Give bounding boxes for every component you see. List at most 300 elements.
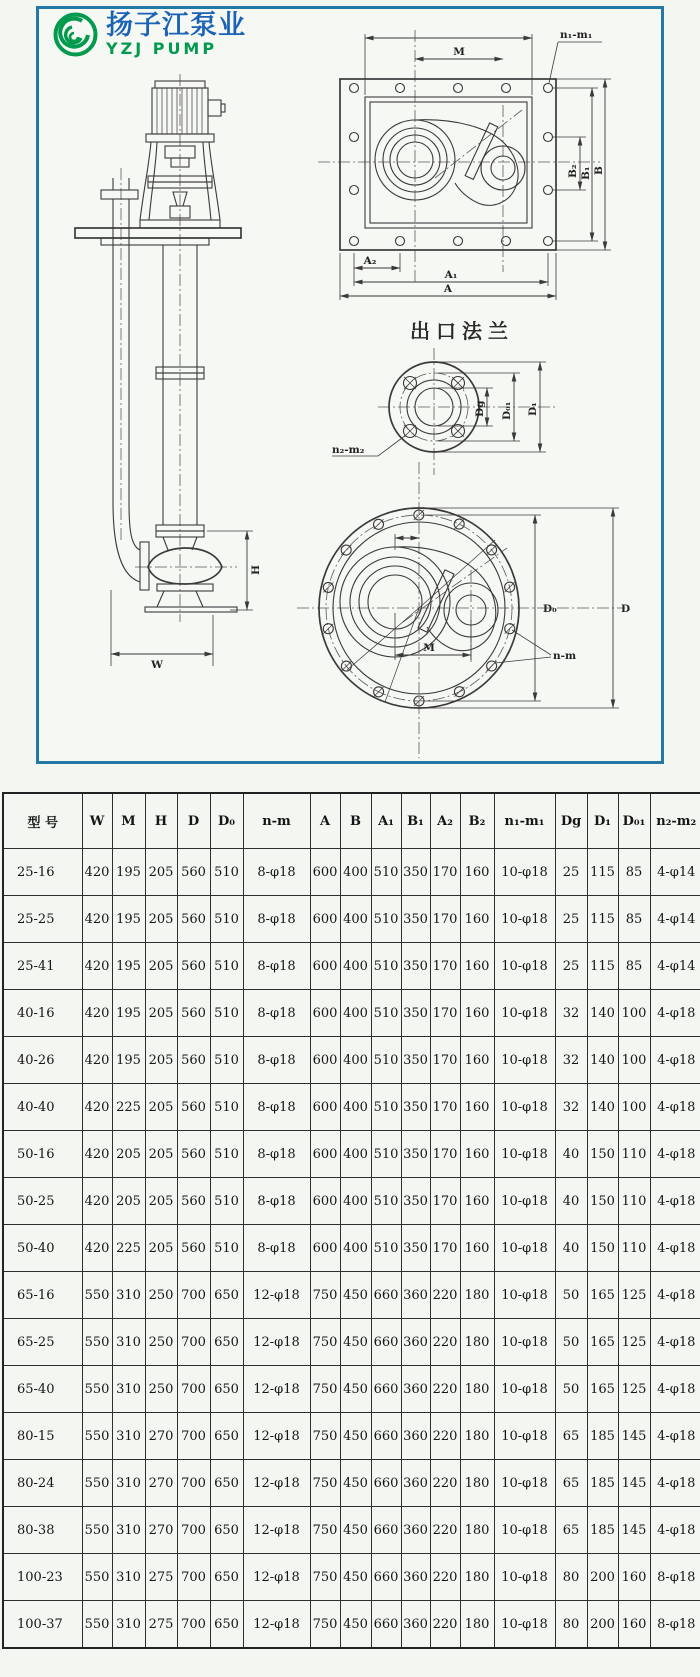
table-cell: 350 <box>401 943 430 990</box>
table-cell: 10-φ18 <box>494 1037 555 1084</box>
table-cell: 600 <box>310 896 340 943</box>
table-row <box>3 1225 700 1272</box>
table-cell: 205 <box>145 1084 177 1131</box>
table-cell: 185 <box>587 1507 618 1554</box>
outlet-flange-title: 出口法兰 <box>410 319 514 343</box>
table-cell: 12-φ18 <box>243 1601 310 1649</box>
table-cell: 450 <box>340 1319 371 1366</box>
table-row <box>3 1272 700 1319</box>
table-cell: 10-φ18 <box>494 943 555 990</box>
model-cell: 40-16 <box>3 990 82 1037</box>
table-cell: 12-φ18 <box>243 1554 310 1601</box>
column-header: D₀₁ <box>618 793 650 849</box>
table-cell: 4-φ18 <box>650 1084 700 1131</box>
table-cell: 420 <box>82 1131 112 1178</box>
table-cell: 100 <box>618 1084 650 1131</box>
company-logo <box>52 11 246 58</box>
dimension-label-m: M <box>453 46 465 58</box>
table-cell: 12-φ18 <box>243 1507 310 1554</box>
table-cell: 225 <box>112 1084 145 1131</box>
table-cell: 420 <box>82 990 112 1037</box>
table-cell: 400 <box>340 1178 371 1225</box>
table-cell: 600 <box>310 1037 340 1084</box>
table-cell: 400 <box>340 1084 371 1131</box>
table-cell: 160 <box>618 1601 650 1649</box>
table-cell: 510 <box>371 1131 401 1178</box>
table-cell: 360 <box>401 1413 430 1460</box>
table-cell: 4-φ18 <box>650 1366 700 1413</box>
table-cell: 4-φ18 <box>650 990 700 1037</box>
table-cell: 8-φ18 <box>243 849 310 896</box>
dimension-label-dg: Dg <box>474 400 486 417</box>
table-cell: 10-φ18 <box>494 1413 555 1460</box>
table-cell: 170 <box>430 1084 460 1131</box>
table-cell: 510 <box>210 896 243 943</box>
column-header: Dg <box>555 793 587 849</box>
table-cell: 510 <box>371 849 401 896</box>
model-cell: 80-24 <box>3 1460 82 1507</box>
table-cell: 4-φ18 <box>650 1319 700 1366</box>
dimension-label-nm: n-m <box>553 650 577 662</box>
table-cell: 400 <box>340 1225 371 1272</box>
table-cell: 700 <box>177 1601 210 1649</box>
table-cell: 310 <box>112 1319 145 1366</box>
table-cell: 115 <box>587 849 618 896</box>
model-cell: 50-40 <box>3 1225 82 1272</box>
table-cell: 40 <box>555 1178 587 1225</box>
table-cell: 600 <box>310 1084 340 1131</box>
table-cell: 220 <box>430 1366 460 1413</box>
table-cell: 420 <box>82 1225 112 1272</box>
dimension-label-a2: A₂ <box>363 255 377 267</box>
table-cell: 650 <box>210 1366 243 1413</box>
table-cell: 510 <box>210 1084 243 1131</box>
table-cell: 450 <box>340 1366 371 1413</box>
table-cell: 180 <box>460 1507 494 1554</box>
table-cell: 510 <box>371 896 401 943</box>
table-cell: 125 <box>618 1319 650 1366</box>
table-cell: 10-φ18 <box>494 990 555 1037</box>
table-cell: 700 <box>177 1554 210 1601</box>
table-cell: 195 <box>112 896 145 943</box>
table-cell: 40 <box>555 1225 587 1272</box>
table-cell: 660 <box>371 1272 401 1319</box>
table-cell: 170 <box>430 1037 460 1084</box>
dimension-label-b2: B₂ <box>567 164 579 178</box>
table-cell: 510 <box>371 943 401 990</box>
table-cell: 10-φ18 <box>494 1366 555 1413</box>
table-row <box>3 1366 700 1413</box>
table-cell: 8-φ18 <box>650 1601 700 1649</box>
table-cell: 650 <box>210 1319 243 1366</box>
table-cell: 4-φ14 <box>650 943 700 990</box>
table-cell: 4-φ18 <box>650 1225 700 1272</box>
table-cell: 50 <box>555 1366 587 1413</box>
table-cell: 310 <box>112 1366 145 1413</box>
circular-plate-top-drawing <box>285 450 700 770</box>
model-cell: 65-25 <box>3 1319 82 1366</box>
table-cell: 400 <box>340 943 371 990</box>
table-cell: 185 <box>587 1460 618 1507</box>
table-cell: 110 <box>618 1178 650 1225</box>
model-cell: 40-26 <box>3 1037 82 1084</box>
table-cell: 150 <box>587 1225 618 1272</box>
table-cell: 420 <box>82 1037 112 1084</box>
dimension-label-n2m2: n₂-m₂ <box>332 444 365 456</box>
table-cell: 145 <box>618 1507 650 1554</box>
table-row <box>3 1601 700 1649</box>
table-cell: 165 <box>587 1319 618 1366</box>
column-header: A₂ <box>430 793 460 849</box>
brand-name-en: YZJ PUMP <box>106 39 218 58</box>
table-cell: 270 <box>145 1413 177 1460</box>
table-cell: 750 <box>310 1413 340 1460</box>
table-cell: 32 <box>555 1037 587 1084</box>
table-cell: 4-φ18 <box>650 1131 700 1178</box>
table-cell: 700 <box>177 1319 210 1366</box>
table-cell: 750 <box>310 1272 340 1319</box>
table-cell: 350 <box>401 990 430 1037</box>
table-cell: 195 <box>112 1037 145 1084</box>
table-row <box>3 849 700 896</box>
table-cell: 600 <box>310 849 340 896</box>
table-cell: 450 <box>340 1601 371 1649</box>
table-cell: 10-φ18 <box>494 1131 555 1178</box>
table-cell: 165 <box>587 1272 618 1319</box>
table-cell: 220 <box>430 1272 460 1319</box>
table-cell: 560 <box>177 990 210 1037</box>
table-cell: 250 <box>145 1319 177 1366</box>
table-cell: 550 <box>82 1507 112 1554</box>
table-cell: 10-φ18 <box>494 1507 555 1554</box>
column-header: A <box>310 793 340 849</box>
table-cell: 100 <box>618 990 650 1037</box>
table-cell: 205 <box>145 849 177 896</box>
model-cell: 100-23 <box>3 1554 82 1601</box>
table-cell: 650 <box>210 1554 243 1601</box>
table-cell: 220 <box>430 1460 460 1507</box>
table-cell: 510 <box>371 990 401 1037</box>
table-cell: 40 <box>555 1131 587 1178</box>
table-cell: 700 <box>177 1460 210 1507</box>
table-cell: 600 <box>310 1178 340 1225</box>
dimension-label-m2: M <box>423 642 435 654</box>
column-header: B₁ <box>401 793 430 849</box>
table-cell: 170 <box>430 990 460 1037</box>
table-cell: 160 <box>460 1131 494 1178</box>
table-cell: 700 <box>177 1272 210 1319</box>
table-cell: 750 <box>310 1319 340 1366</box>
table-cell: 205 <box>145 1131 177 1178</box>
table-cell: 420 <box>82 1178 112 1225</box>
dimension-label-a: A <box>443 283 453 295</box>
table-cell: 750 <box>310 1601 340 1649</box>
table-cell: 140 <box>587 990 618 1037</box>
table-cell: 4-φ18 <box>650 1507 700 1554</box>
table-cell: 205 <box>145 1178 177 1225</box>
table-cell: 250 <box>145 1272 177 1319</box>
table-cell: 225 <box>112 1225 145 1272</box>
table-cell: 220 <box>430 1319 460 1366</box>
column-header: W <box>82 793 112 849</box>
table-row <box>3 1413 700 1460</box>
table-cell: 400 <box>340 896 371 943</box>
column-header: M <box>112 793 145 849</box>
table-cell: 310 <box>112 1554 145 1601</box>
table-row <box>3 1131 700 1178</box>
table-cell: 205 <box>112 1131 145 1178</box>
table-cell: 160 <box>460 943 494 990</box>
table-cell: 450 <box>340 1413 371 1460</box>
table-cell: 4-φ18 <box>650 1272 700 1319</box>
base-plate-top-drawing <box>310 10 662 310</box>
table-cell: 510 <box>210 1131 243 1178</box>
table-row <box>3 1460 700 1507</box>
table-cell: 205 <box>145 1225 177 1272</box>
table-cell: 310 <box>112 1413 145 1460</box>
table-cell: 180 <box>460 1413 494 1460</box>
table-cell: 360 <box>401 1554 430 1601</box>
table-cell: 8-φ18 <box>243 896 310 943</box>
table-cell: 125 <box>618 1272 650 1319</box>
table-cell: 160 <box>618 1554 650 1601</box>
table-cell: 145 <box>618 1413 650 1460</box>
table-cell: 80 <box>555 1554 587 1601</box>
table-cell: 400 <box>340 1131 371 1178</box>
column-header: n-m <box>243 793 310 849</box>
table-cell: 25 <box>555 849 587 896</box>
table-row <box>3 943 700 990</box>
table-cell: 350 <box>401 1037 430 1084</box>
table-cell: 560 <box>177 896 210 943</box>
dimension-label-b1: B₁ <box>580 166 592 180</box>
table-cell: 10-φ18 <box>494 1319 555 1366</box>
table-cell: 160 <box>460 990 494 1037</box>
table-cell: 25 <box>555 943 587 990</box>
table-cell: 10-φ18 <box>494 1084 555 1131</box>
table-cell: 25 <box>555 896 587 943</box>
table-cell: 400 <box>340 990 371 1037</box>
table-cell: 400 <box>340 849 371 896</box>
table-cell: 150 <box>587 1178 618 1225</box>
table-cell: 510 <box>210 990 243 1037</box>
table-body <box>3 849 700 1649</box>
table-cell: 170 <box>430 896 460 943</box>
table-cell: 750 <box>310 1460 340 1507</box>
table-cell: 10-φ18 <box>494 1601 555 1649</box>
table-cell: 145 <box>618 1460 650 1507</box>
table-cell: 32 <box>555 990 587 1037</box>
table-cell: 350 <box>401 896 430 943</box>
table-cell: 160 <box>460 1178 494 1225</box>
column-header: n₂-m₂ <box>650 793 700 849</box>
table-cell: 350 <box>401 1178 430 1225</box>
table-cell: 10-φ18 <box>494 1178 555 1225</box>
table-cell: 12-φ18 <box>243 1272 310 1319</box>
table-cell: 8-φ18 <box>243 1084 310 1131</box>
table-cell: 160 <box>460 849 494 896</box>
table-row <box>3 896 700 943</box>
table-cell: 650 <box>210 1413 243 1460</box>
table-cell: 80 <box>555 1601 587 1649</box>
column-header: B₂ <box>460 793 494 849</box>
table-cell: 10-φ18 <box>494 849 555 896</box>
table-cell: 4-φ14 <box>650 849 700 896</box>
table-cell: 310 <box>112 1507 145 1554</box>
table-cell: 560 <box>177 943 210 990</box>
table-cell: 110 <box>618 1131 650 1178</box>
model-cell: 80-15 <box>3 1413 82 1460</box>
table-cell: 660 <box>371 1413 401 1460</box>
model-cell: 25-41 <box>3 943 82 990</box>
model-cell: 65-16 <box>3 1272 82 1319</box>
dimension-label-d1: D₁ <box>527 402 539 416</box>
table-cell: 510 <box>371 1178 401 1225</box>
table-cell: 8-φ18 <box>243 1131 310 1178</box>
table-cell: 510 <box>210 849 243 896</box>
table-cell: 450 <box>340 1554 371 1601</box>
table-cell: 85 <box>618 943 650 990</box>
dimension-label-d: D <box>621 603 631 615</box>
table-cell: 170 <box>430 1178 460 1225</box>
table-cell: 550 <box>82 1413 112 1460</box>
table-cell: 270 <box>145 1460 177 1507</box>
table-cell: 12-φ18 <box>243 1460 310 1507</box>
table-cell: 140 <box>587 1037 618 1084</box>
table-cell: 8-φ18 <box>650 1554 700 1601</box>
table-cell: 205 <box>145 943 177 990</box>
table-cell: 700 <box>177 1413 210 1460</box>
table-cell: 180 <box>460 1601 494 1649</box>
table-cell: 510 <box>371 1084 401 1131</box>
table-cell: 650 <box>210 1601 243 1649</box>
table-cell: 510 <box>210 943 243 990</box>
table-cell: 310 <box>112 1601 145 1649</box>
table-cell: 220 <box>430 1507 460 1554</box>
dimension-label-n1m1: n₁-m₁ <box>560 29 593 41</box>
table-cell: 275 <box>145 1554 177 1601</box>
table-cell: 85 <box>618 849 650 896</box>
table-cell: 550 <box>82 1272 112 1319</box>
table-cell: 650 <box>210 1460 243 1507</box>
table-cell: 110 <box>618 1225 650 1272</box>
table-row <box>3 1507 700 1554</box>
table-cell: 12-φ18 <box>243 1319 310 1366</box>
table-cell: 65 <box>555 1507 587 1554</box>
model-cell: 65-40 <box>3 1366 82 1413</box>
model-cell: 80-38 <box>3 1507 82 1554</box>
table-cell: 180 <box>460 1319 494 1366</box>
table-cell: 700 <box>177 1507 210 1554</box>
table-cell: 560 <box>177 1037 210 1084</box>
table-cell: 205 <box>145 1037 177 1084</box>
table-row <box>3 1037 700 1084</box>
column-header: D₁ <box>587 793 618 849</box>
table-cell: 550 <box>82 1319 112 1366</box>
table-cell: 650 <box>210 1507 243 1554</box>
table-cell: 360 <box>401 1601 430 1649</box>
table-cell: 125 <box>618 1366 650 1413</box>
table-cell: 420 <box>82 943 112 990</box>
model-cell: 50-25 <box>3 1178 82 1225</box>
table-cell: 170 <box>430 1225 460 1272</box>
table-cell: 250 <box>145 1366 177 1413</box>
table-cell: 4-φ18 <box>650 1178 700 1225</box>
brand-name-cn: 扬子江泵业 <box>106 10 246 41</box>
table-cell: 170 <box>430 849 460 896</box>
table-cell: 10-φ18 <box>494 1225 555 1272</box>
table-cell: 65 <box>555 1460 587 1507</box>
table-cell: 310 <box>112 1272 145 1319</box>
table-cell: 600 <box>310 1225 340 1272</box>
table-cell: 50 <box>555 1272 587 1319</box>
table-cell: 270 <box>145 1507 177 1554</box>
table-cell: 220 <box>430 1413 460 1460</box>
table-cell: 160 <box>460 1084 494 1131</box>
table-cell: 10-φ18 <box>494 896 555 943</box>
table-row <box>3 1554 700 1601</box>
table-cell: 420 <box>82 1084 112 1131</box>
table-cell: 550 <box>82 1460 112 1507</box>
table-cell: 205 <box>112 1178 145 1225</box>
table-row <box>3 990 700 1037</box>
table-cell: 50 <box>555 1319 587 1366</box>
table-cell: 115 <box>587 943 618 990</box>
table-cell: 420 <box>82 896 112 943</box>
table-cell: 180 <box>460 1554 494 1601</box>
table-header-row <box>3 793 700 849</box>
table-cell: 750 <box>310 1554 340 1601</box>
table-cell: 170 <box>430 943 460 990</box>
column-header: n₁-m₁ <box>494 793 555 849</box>
table-cell: 750 <box>310 1366 340 1413</box>
spec-table <box>2 792 700 1649</box>
model-cell: 100-37 <box>3 1601 82 1649</box>
table-cell: 115 <box>587 896 618 943</box>
table-cell: 420 <box>82 849 112 896</box>
table-cell: 205 <box>145 990 177 1037</box>
dimension-label-h: H <box>250 565 262 575</box>
table-cell: 660 <box>371 1507 401 1554</box>
table-cell: 560 <box>177 1084 210 1131</box>
table-cell: 360 <box>401 1507 430 1554</box>
table-cell: 180 <box>460 1272 494 1319</box>
table-cell: 100 <box>618 1037 650 1084</box>
table-cell: 65 <box>555 1413 587 1460</box>
table-cell: 10-φ18 <box>494 1460 555 1507</box>
dimension-label-b: B <box>593 166 605 175</box>
table-cell: 350 <box>401 1131 430 1178</box>
table-cell: 150 <box>587 1131 618 1178</box>
table-cell: 12-φ18 <box>243 1413 310 1460</box>
table-cell: 205 <box>145 896 177 943</box>
table-cell: 8-φ18 <box>243 990 310 1037</box>
table-cell: 660 <box>371 1460 401 1507</box>
table-cell: 12-φ18 <box>243 1366 310 1413</box>
table-cell: 660 <box>371 1366 401 1413</box>
table-cell: 750 <box>310 1507 340 1554</box>
table-row <box>3 1178 700 1225</box>
table-cell: 600 <box>310 990 340 1037</box>
table-cell: 510 <box>371 1225 401 1272</box>
table-cell: 85 <box>618 896 650 943</box>
table-cell: 560 <box>177 1131 210 1178</box>
table-cell: 350 <box>401 849 430 896</box>
table-cell: 660 <box>371 1601 401 1649</box>
table-cell: 650 <box>210 1272 243 1319</box>
table-cell: 350 <box>401 1225 430 1272</box>
model-cell: 40-40 <box>3 1084 82 1131</box>
